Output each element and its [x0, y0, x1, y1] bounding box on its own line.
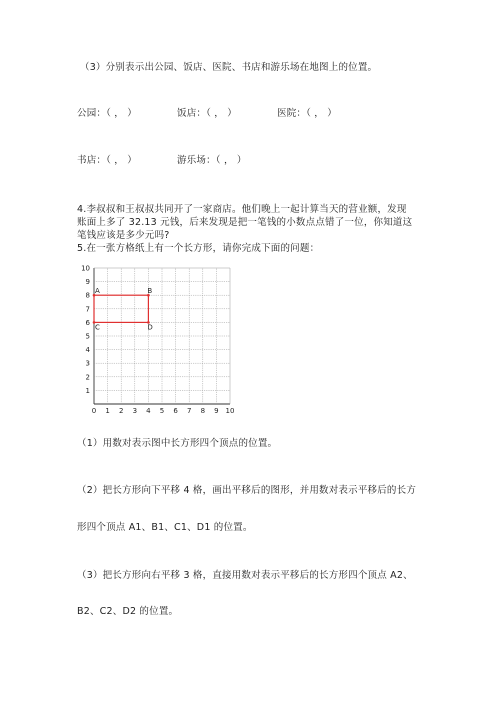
x-tick-label: 8 — [200, 407, 206, 415]
sub-question-3-line-1: （3）把长方形向右平移 3 格，直接用数对表示平移后的长方形四个顶点 A2、 — [77, 570, 413, 581]
y-tick-label: 2 — [85, 373, 90, 382]
x-tick-label: 0 — [91, 407, 97, 415]
vertex-label-d: D — [147, 323, 153, 332]
x-tick-label: 6 — [173, 407, 178, 415]
sub-question-2-line-2: 形四个顶点 A1、B1、C1、D1 的位置。 — [77, 522, 253, 533]
sub-question-3-line-2: B2、C2、D2 的位置。 — [77, 606, 179, 617]
bookstore-coordinate: 书店：（ ， ） — [77, 155, 137, 166]
q5-heading: 5.在一张方格纸上有一个长方形，请你完成下面的问题： — [77, 243, 320, 254]
x-tick-label: 4 — [146, 407, 151, 415]
axis-ticks — [81, 265, 234, 416]
vertex-label-a: A — [95, 287, 100, 296]
vertex-label-b: B — [147, 287, 153, 296]
y-tick-label: 3 — [85, 359, 90, 368]
y-tick-label: 6 — [85, 318, 90, 327]
sub-question-1: （1）用数对表示图中长方形四个顶点的位置。 — [77, 438, 278, 449]
x-tick-label: 7 — [186, 407, 192, 415]
rectangle-abcd — [93, 287, 153, 331]
park-coordinate: 公园：（ ， ） — [77, 108, 137, 119]
y-tick-label: 10 — [81, 264, 90, 273]
y-tick-label: 7 — [85, 305, 90, 314]
y-tick-label: 8 — [85, 291, 90, 300]
x-tick-label: 9 — [214, 407, 219, 415]
x-tick-label: 10 — [225, 407, 235, 415]
coordinate-grid — [78, 264, 238, 416]
x-tick-label: 2 — [118, 407, 124, 415]
y-tick-label: 9 — [85, 278, 90, 287]
hotel-coordinate: 饭店：（ ， ） — [177, 108, 237, 119]
y-tick-label: 5 — [85, 332, 90, 341]
vertex-label-c: C — [95, 323, 100, 332]
q4-line-3: 笔钱应该是多少元吗? — [77, 230, 170, 241]
q4-line-2: 账面上多了 32.13 元钱，后来发现是把一笔钱的小数点点错了一位，你知道这 — [77, 217, 413, 228]
amusement-coordinate: 游乐场：（ ， ） — [177, 155, 247, 166]
q4-line-1: 4.李叔叔和王叔叔共同开了一家商店。他们晚上一起计算当天的营业额，发现 — [77, 204, 407, 215]
x-tick-label: 1 — [105, 407, 110, 415]
sub-question-2-line-1: （2）把长方形向下平移 4 格，画出平移后的图形，并用数对表示平移后的长方 — [77, 485, 417, 496]
q3-heading: （3）分别表示出公园、饭店、医院、书店和游乐场在地图上的位置。 — [80, 62, 378, 73]
hospital-coordinate: 医院：（ ， ） — [277, 108, 337, 119]
x-tick-label: 3 — [132, 407, 138, 415]
x-tick-label: 5 — [159, 407, 165, 415]
grid-lines — [94, 268, 230, 404]
y-tick-label: 4 — [85, 346, 90, 355]
y-tick-label: 1 — [85, 386, 90, 395]
